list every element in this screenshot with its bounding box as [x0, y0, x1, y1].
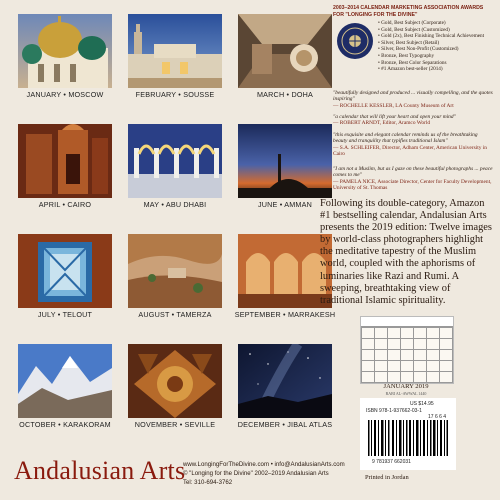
barcode-isbn: ISBN 978-1-937662-03-1: [366, 408, 422, 414]
caption-june: JUNE • AMMAN: [257, 200, 313, 209]
quote-attribution: — ROCHELLE KESSLER, LA County Museum of Art: [333, 102, 454, 109]
barcode-price: US $14.95: [410, 401, 434, 407]
photo-june-amman: [238, 124, 332, 198]
calendar-preview-caption: JANUARY 2019: [383, 383, 429, 390]
quote-text: "I am not a Muslim, but as I gaze on these beautiful photographs ... peace comes to me": [333, 166, 493, 179]
calendar-grid-header: [361, 317, 453, 327]
award-item: • Gold, Best Subject (Corporate): [378, 20, 446, 26]
quote-attribution: — ROBERT ARNDT, Editor, Aramco World: [333, 120, 431, 127]
photo-december-jibal-atlas: [238, 344, 332, 418]
quote-4: [333, 166, 493, 192]
award-item: • Silver, Best Non-Profit (Customized): [378, 46, 459, 53]
brand-phone: Tel: 310-694-3762: [183, 479, 233, 486]
caption-march: MARCH • DOHA: [256, 90, 314, 99]
award-item: • #1 Amazon best-seller (2014): [378, 66, 443, 73]
caption-august: AUGUST • TAMERZA: [138, 310, 212, 319]
photo-april-cairo: [18, 124, 112, 198]
photo-february-sousse: [128, 14, 222, 88]
quote-text: "beautifully designed and produced ... visually compelling, and the quotes inspiring": [333, 90, 493, 103]
photo-august-tamerza: [128, 234, 222, 308]
award-item: • Bronze, Best Color Separations: [378, 59, 447, 66]
awards-list: [378, 20, 496, 73]
award-item: • Gold, Best Subject (Customized): [378, 26, 450, 33]
quote-2: [333, 114, 493, 127]
caption-may: MAY • ABU DHABI: [143, 200, 207, 209]
description-blurb: Following its double-category, Amazon #1 bestselling calendar, Andalusian Arts presents the 2019 edition: Twelve images by world-class photographers highlight the meditative tapestry of the Muslim world, coupled with the aphorisms of luminaries like Razi and Rumi. A sweeping, breathtaking view of traditional Islamic spirituality.: [320, 198, 492, 306]
award-item: • Bronze, Best Typography: [378, 52, 435, 59]
caption-december: DECEMBER • JIBAL ATLAS: [237, 420, 333, 429]
photo-january-moscow: [18, 14, 112, 88]
award-seal-icon: [336, 22, 374, 60]
photo-november-seville: [128, 344, 222, 418]
barcode-box: [360, 398, 456, 470]
photo-september-marrakesh: [238, 234, 332, 308]
photo-october-karakoram: [18, 344, 112, 418]
caption-april: APRIL • CAIRO: [38, 200, 92, 209]
photo-march-doha: [238, 14, 332, 88]
calendar-grid-preview: [360, 316, 454, 384]
caption-july: JULY • TELOUT: [37, 310, 93, 319]
quote-text: "a calendar that will lift your heart and open your mind": [333, 114, 456, 120]
quote-attribution: — S.A. SCHLEIFER, Director, Adham Center, American University in Cairo: [333, 144, 487, 158]
calendar-grid-table: [361, 327, 453, 383]
quote-1: [333, 90, 493, 109]
quote-text: "this exquisite and elegant calendar reminds us of the breathtaking beauty and tranquility that typifies traditional Islam": [333, 132, 478, 145]
photo-may-abu-dhabi: [128, 124, 222, 198]
caption-november: NOVEMBER • SEVILLE: [134, 420, 216, 429]
caption-september: SEPTEMBER • MARRAKESH: [234, 310, 336, 319]
printed-in: Printed in Jordan: [365, 474, 409, 481]
brand-copyright: © "Longing for the Divine" 2002–2019 Andalusian Arts: [183, 470, 329, 477]
caption-january: JANUARY • MOSCOW: [26, 90, 104, 99]
brand-name: Andalusian Arts: [14, 456, 186, 485]
quote-3: [333, 132, 493, 158]
award-item: • Gold (2x), Best Finishing Technical Achievement: [378, 33, 485, 40]
award-item: • Silver, Best Subject (Retail): [378, 39, 440, 46]
photo-july-telout: [18, 234, 112, 308]
barcode-sku: 17 6 6 4: [428, 414, 447, 420]
quote-attribution: — PAMELA NICE, Associate Director, Center for Faculty Development, University of St. Thomas: [333, 178, 492, 192]
caption-october: OCTOBER • KARAKORAM: [19, 420, 111, 429]
caption-february: FEBRUARY • SOUSSE: [135, 90, 215, 99]
barcode-digits: 9 781937 662031: [372, 459, 411, 465]
brand-info: [183, 460, 345, 487]
barcode-icon: [368, 420, 448, 456]
brand-website: www.LongingForTheDivine.com • info@AndalusianArts.com: [183, 461, 345, 468]
awards-title: 2003–2014 CALENDAR MARKETING ASSOCIATION AWARDS FOR "LONGING FOR THE DIVINE": [333, 5, 484, 18]
calendar-preview-subcaption: RABI AL-AWWAL 1440: [385, 391, 427, 396]
